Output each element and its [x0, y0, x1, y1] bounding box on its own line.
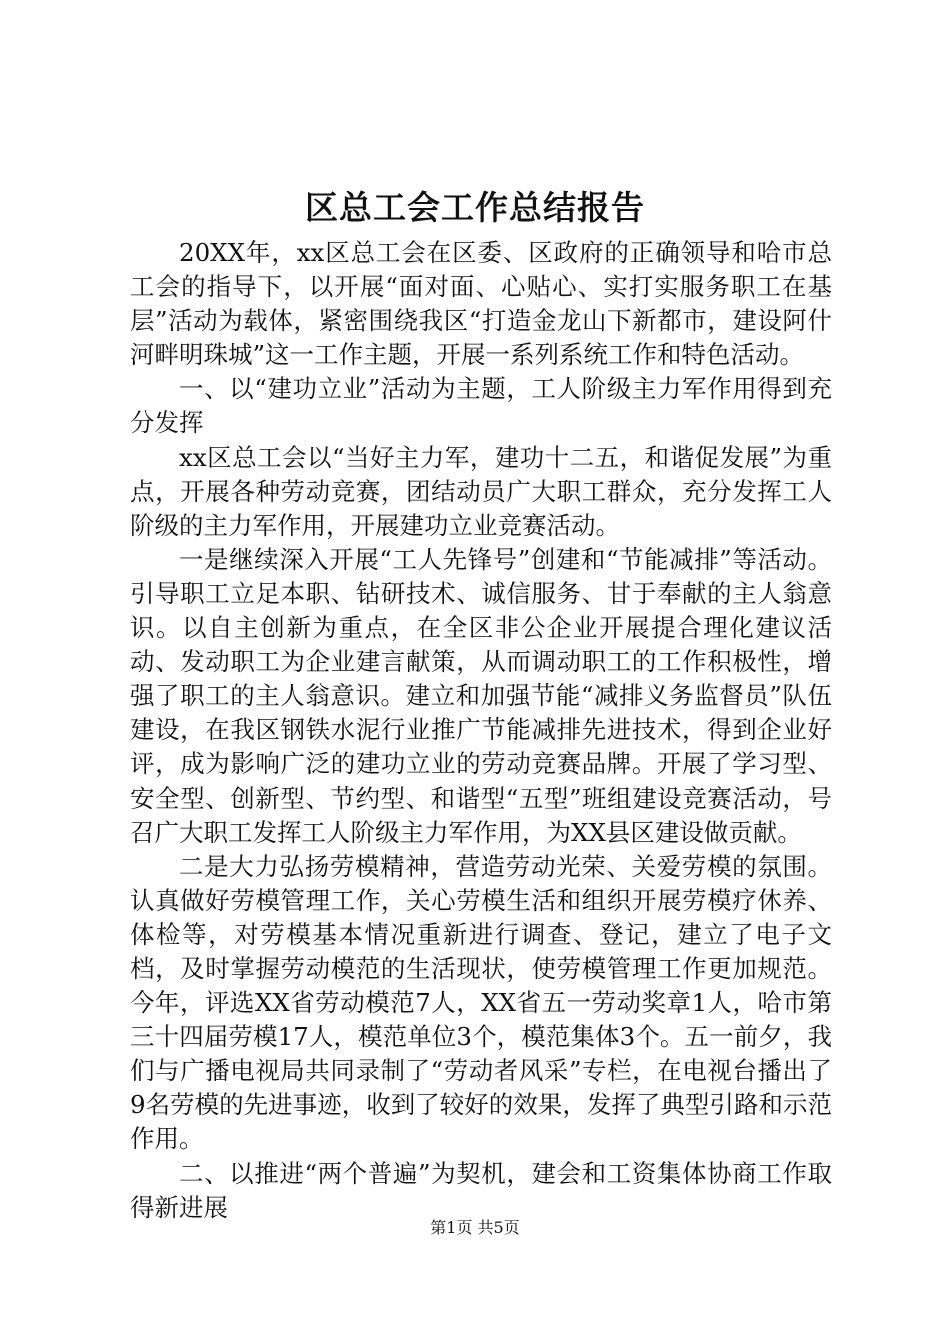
- paragraph-item-2: 二是大力弘扬劳模精神，营造劳动光荣、关爱劳模的氛围。认真做好劳模管理工作，关心劳模生活和组织开展劳模疗休养、体检等，对劳模基本情况重新进行调查、登记，建立了电子文档，及时掌握劳动模范的生活现状，使劳模管理工作更加规范。今年，评选XX省劳动模范7人，XX省五一劳动奖章1人，哈市第三十四届劳模17人，模范单位3个，模范集体3个。五一前夕，我们与广播电视局共同录制了“劳动者风采”专栏，在电视台播出了9名劳模的先进事迹，收到了较好的效果，发挥了典型引路和示范作用。: [130, 851, 832, 1154]
- paragraph-section-1: xx区总工会以“当好主力军，建功十二五，和谐促发展”为重点，开展各种劳动竞赛，团结动员广大职工群众，充分发挥工人阶级的主力军作用，开展建功立业竞赛活动。: [130, 442, 832, 540]
- section-heading-2: 二、以推进“两个普遍”为契机，建会和工资集体协商工作取得新进展: [130, 1158, 832, 1222]
- paragraph-intro: 20XX年，xx区总工会在区委、区政府的正确领导和哈市总工会的指导下，以开展“面对面、心贴心、实打实服务职工在基层”活动为载体，紧密围绕我区“打造金龙山下新都市，建设阿什河畔明珠城”这一工作主题，开展一系列系统工作和特色活动。: [130, 238, 832, 370]
- document-body: [130, 236, 832, 1225]
- page-number: 第1页 共5页: [430, 1218, 520, 1237]
- document-title: 区总工会工作总结报告: [305, 188, 645, 227]
- section-heading-1: 一、以“建功立业”活动为主题，工人阶级主力军作用得到充分发挥: [130, 374, 832, 438]
- paragraph-item-1: 一是继续深入开展“工人先锋号”创建和“节能减排”等活动。引导职工立足本职、钻研技术、诚信服务、甘于奉献的主人翁意识。以自主创新为重点，在全区非公企业开展提合理化建议活动、发动职工为企业建言献策，从而调动职工的工作积极性，增强了职工的主人翁意识。建立和加强节能“减排义务监督员”队伍建设，在我区钢铁水泥行业推广节能减排先进技术，得到企业好评，成为影响广泛的建功立业的劳动竞赛品牌。开展了学习型、安全型、创新型、节约型、和谐型“五型”班组建设竞赛活动，号召广大职工发挥工人阶级主力军作用，为XX县区建设做贡献。: [130, 544, 832, 847]
